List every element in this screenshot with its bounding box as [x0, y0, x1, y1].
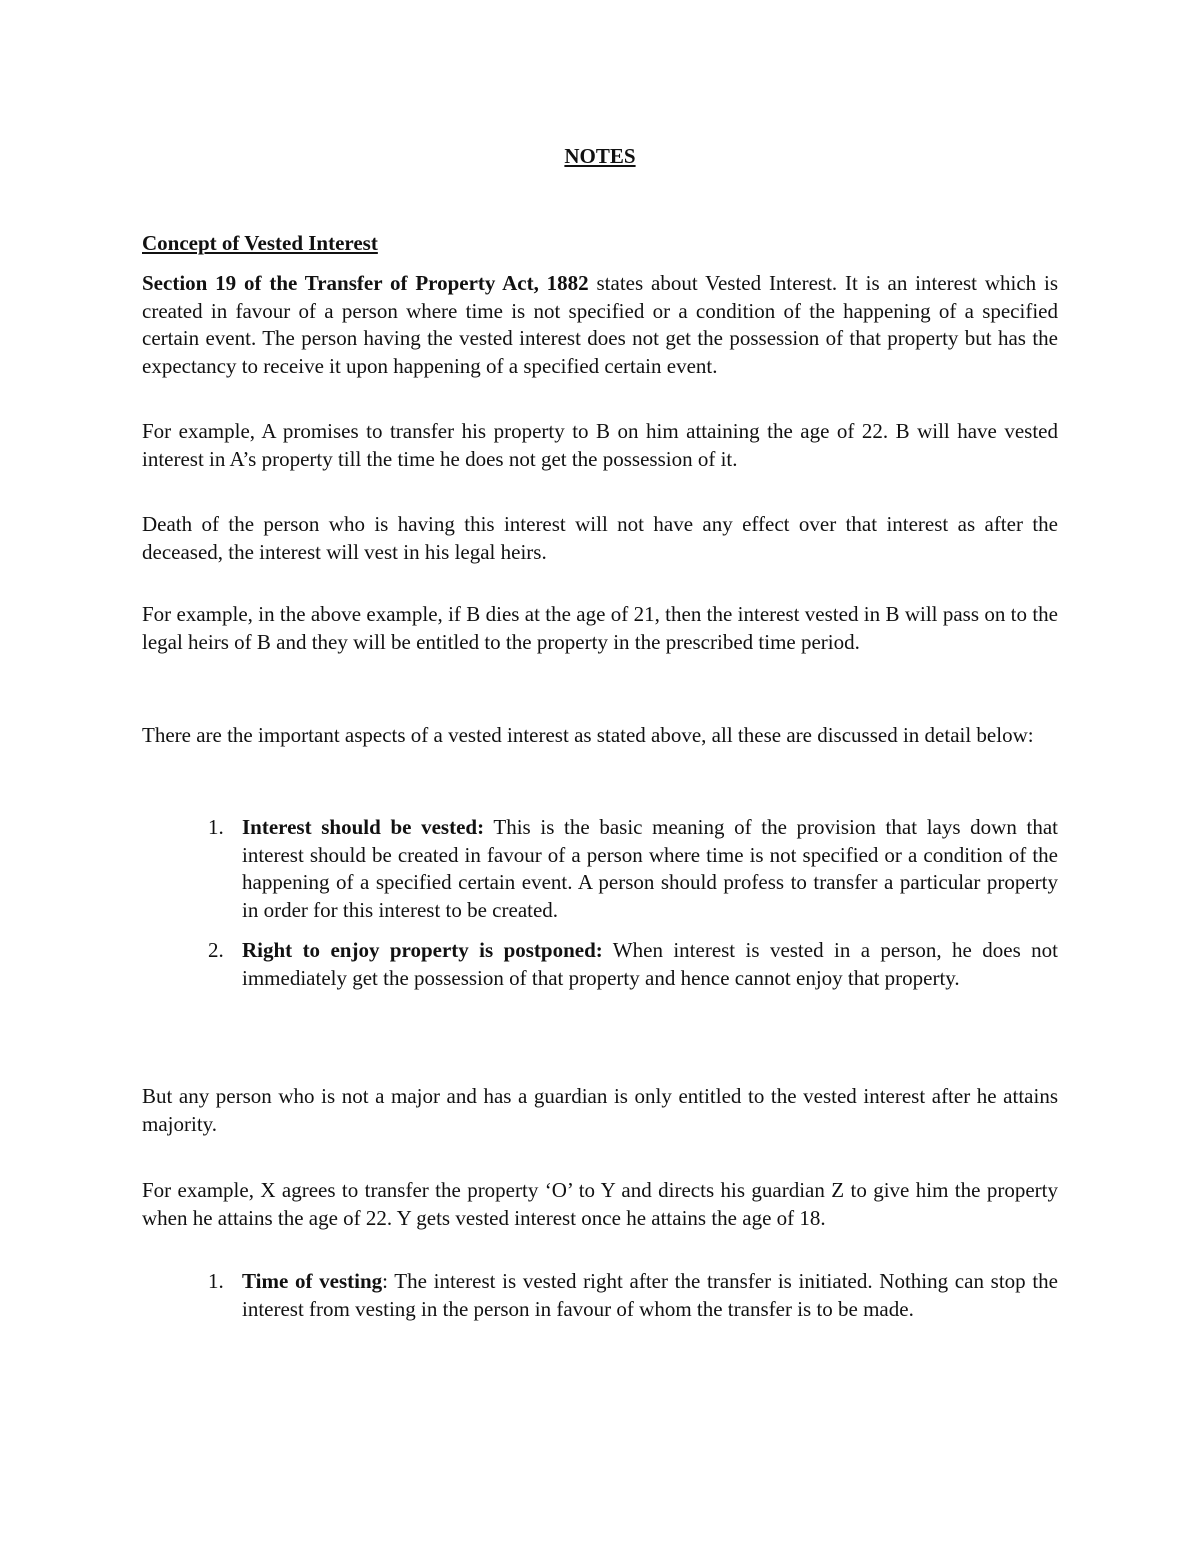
- minor-paragraph: But any person who is not a major and has a guardian is only entitled to the vested interest after he attains majority.: [142, 1084, 1058, 1136]
- intro-paragraph: [142, 270, 1058, 380]
- example-paragraph-3: For example, X agrees to transfer the property ‘O’ to Y and directs his guardian Z to give him the property when he attains the age of 22. Y gets vested interest once he attains the age of 18.: [142, 1178, 1058, 1230]
- list-item-bold: Time of vesting: [242, 1269, 383, 1293]
- intro-bold-lead: Section 19 of the Transfer of Property Act, 1882: [142, 271, 589, 295]
- death-paragraph: Death of the person who is having this interest will not have any effect over that interest as after the deceased, the interest will vest in his legal heirs.: [142, 512, 1058, 564]
- example-paragraph-1: For example, A promises to transfer his property to B on him attaining the age of 22. B will have vested interest in A’s property till the time he does not get the possession of it.: [142, 419, 1058, 471]
- list-item-text: When interest is vested in a person, he does not immediately get the possession of that property and hence cannot enjoy that property.: [242, 938, 1058, 990]
- list-item-body: [242, 937, 1058, 992]
- list-item-bold: Right to enjoy property is postponed:: [242, 938, 603, 962]
- section-heading: Concept of Vested Interest: [142, 231, 378, 255]
- list-item-body: [242, 814, 1058, 924]
- list-item-text: This is the basic meaning of the provision that lays down that interest should be created in favour of a person where time is not specified or a condition of the happening of a specified certain event. A person should profess to transfer a particular property in order for this interest to be created.: [242, 815, 1058, 922]
- aspects-intro-paragraph: There are the important aspects of a vested interest as stated above, all these are discussed in detail below:: [142, 723, 1034, 747]
- list-item-bold: Interest should be vested:: [242, 815, 485, 839]
- list-item-body: [242, 1268, 1058, 1323]
- intro-text: states about Vested Interest. It is an interest which is created in favour of a person where time is not specified or a condition of the happening of a specified certain event. The person having the vested interest does not get the possession of that property but has the expectancy to receive it upon happening of a specified certain event.: [142, 271, 1058, 378]
- list-item-number: 2.: [208, 938, 224, 962]
- list-item-number: 1.: [208, 815, 224, 839]
- page-title: NOTES: [564, 144, 636, 168]
- example-paragraph-2: For example, in the above example, if B dies at the age of 21, then the interest vested in B will pass on to the legal heirs of B and they will be entitled to the property in the prescribed time period.: [142, 602, 1058, 654]
- list-item-text: : The interest is vested right after the transfer is initiated. Nothing can stop the interest from vesting in the person in favour of whom the transfer is to be made.: [242, 1269, 1058, 1321]
- list-item-number: 1.: [208, 1269, 224, 1293]
